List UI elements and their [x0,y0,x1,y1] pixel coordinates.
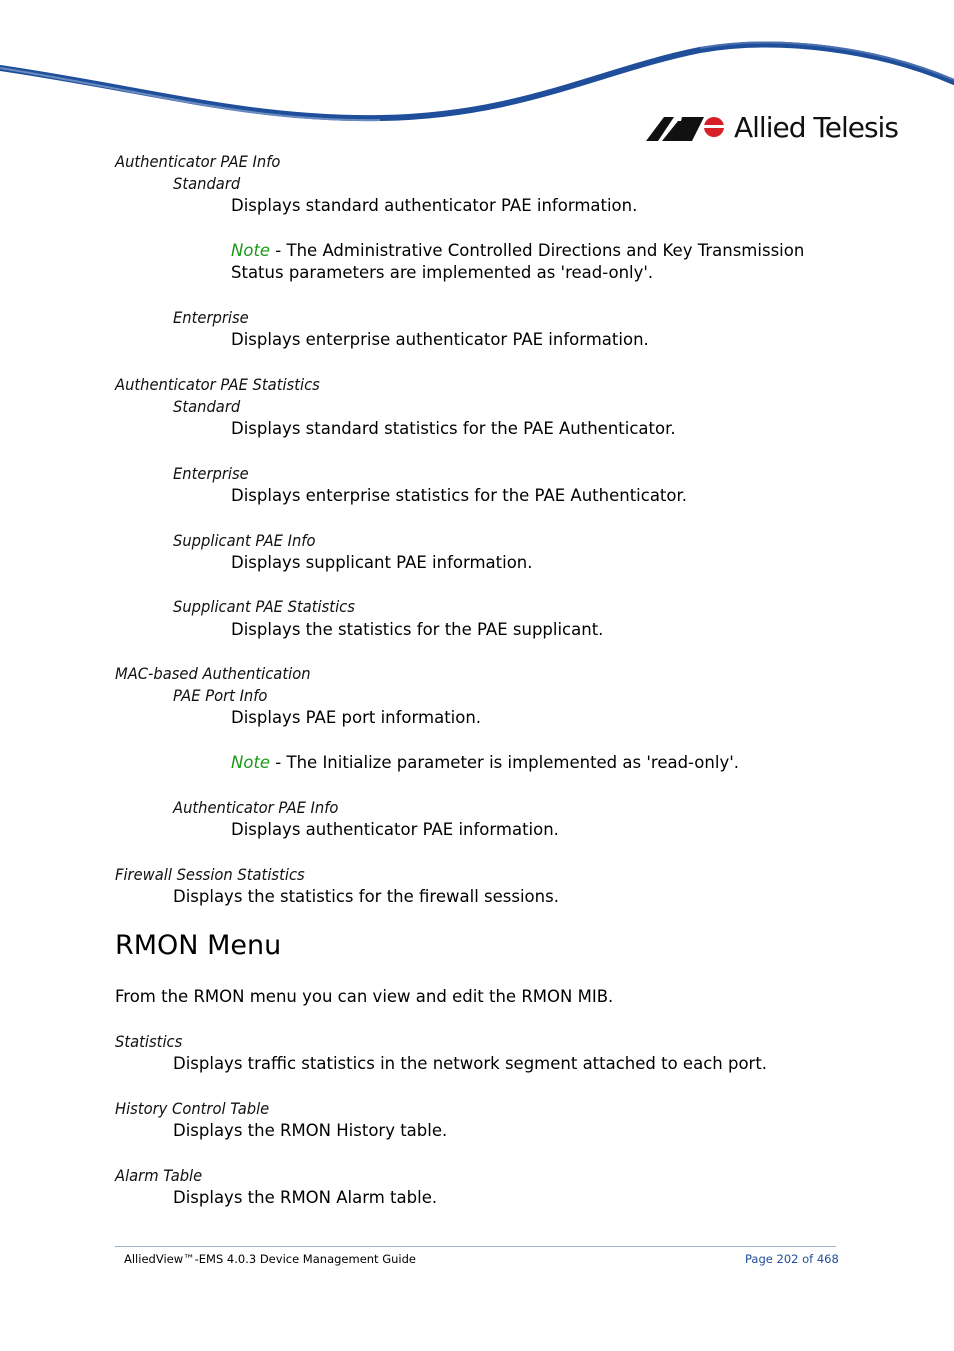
description-text: Displays the statistics for the PAE supplicant. [231,620,604,639]
subsection-supplicant-pae-info: Supplicant PAE Info [173,531,316,550]
subsection-standard: Standard [173,174,241,193]
note-text-continued: Status parameters are implemented as 'read-only'. [231,263,654,282]
section-firewall-session-statistics: Firewall Session Statistics [115,865,305,884]
section-mac-based-authentication: MAC-based Authentication [115,664,311,683]
allied-telesis-logo-icon [646,113,726,143]
subsection-standard: Standard [173,397,241,416]
subsection-pae-port-info: PAE Port Info [173,686,268,705]
note-paragraph [231,240,804,262]
description-text: Displays standard authenticator PAE information. [231,196,638,215]
note-text: - The Initialize parameter is implemented as 'read-only'. [270,753,739,772]
note-label: Note [231,753,271,772]
section-authenticator-pae-statistics: Authenticator PAE Statistics [115,375,320,394]
footer-page-number: Page 202 of 468 [745,1252,839,1266]
note-text: - The Administrative Controlled Directions and Key Transmission [270,241,805,260]
subsection-supplicant-pae-statistics: Supplicant PAE Statistics [173,597,355,616]
description-text: Displays supplicant PAE information. [231,553,533,572]
heading-rmon-menu: RMON Menu [115,930,282,961]
footer-divider [115,1246,836,1247]
intro-paragraph: From the RMON menu you can view and edit the RMON MIB. [115,987,614,1006]
note-label: Note [231,241,271,260]
description-text: Displays PAE port information. [231,708,482,727]
footer-document-title: AlliedView™-EMS 4.0.3 Device Management Guide [124,1252,416,1266]
description-text: Displays the RMON History table. [173,1121,448,1140]
note-paragraph [231,752,739,774]
section-history-control-table: History Control Table [115,1099,270,1118]
description-text: Displays enterprise statistics for the PAE Authenticator. [231,486,688,505]
description-text: Displays the statistics for the firewall sessions. [173,887,559,906]
subsection-authenticator-pae-info: Authenticator PAE Info [173,798,339,817]
description-text: Displays traffic statistics in the network segment attached to each port. [173,1054,768,1073]
description-text: Displays authenticator PAE information. [231,820,559,839]
subsection-enterprise: Enterprise [173,464,249,483]
description-text: Displays standard statistics for the PAE Authenticator. [231,419,676,438]
subsection-enterprise: Enterprise [173,308,249,327]
section-alarm-table: Alarm Table [115,1166,203,1185]
description-text: Displays enterprise authenticator PAE information. [231,330,649,349]
section-authenticator-pae-info: Authenticator PAE Info [115,152,281,171]
description-text: Displays the RMON Alarm table. [173,1188,438,1207]
section-statistics: Statistics [115,1032,183,1051]
logo-wordmark: Allied Telesis [734,111,898,144]
allied-telesis-logo [646,108,898,148]
